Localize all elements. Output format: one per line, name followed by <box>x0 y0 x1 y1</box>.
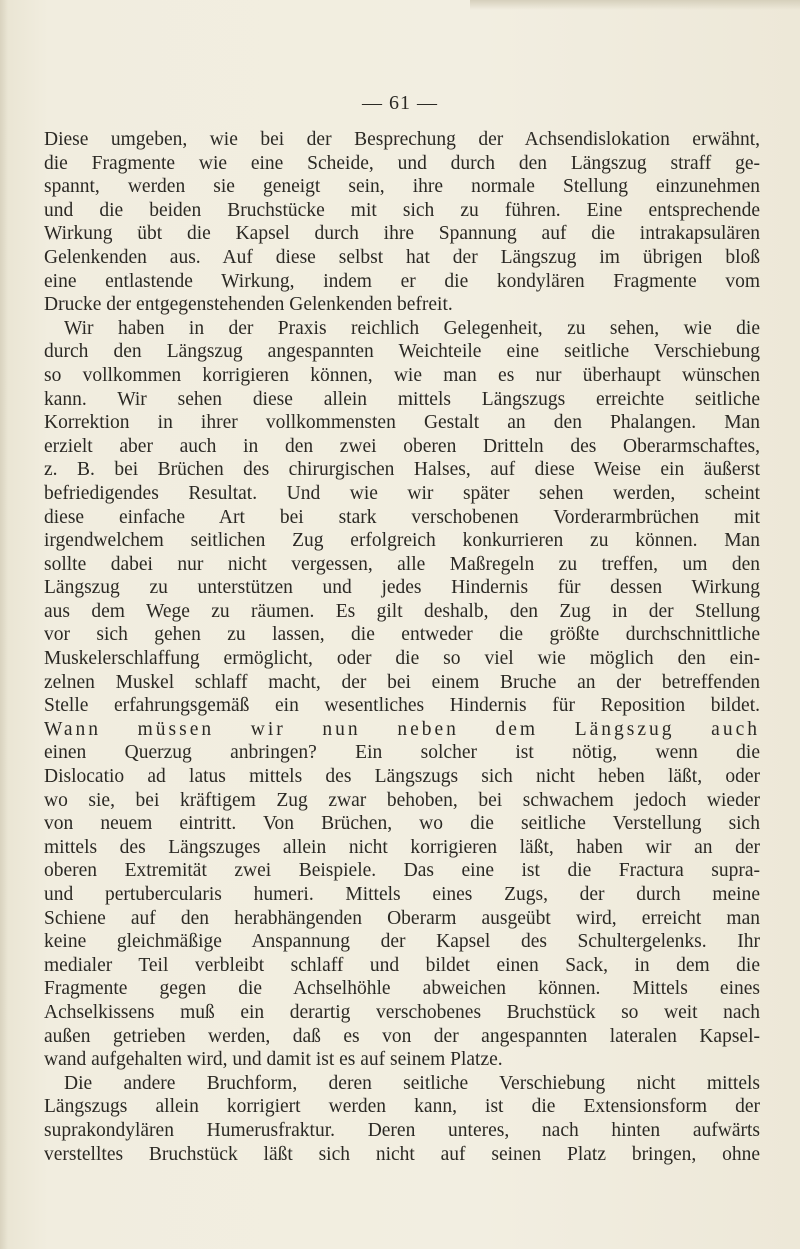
text-line: und pertubercularis humeri. Mittels eines Zugs, der durch meine <box>44 884 760 905</box>
text-line: Längszugs allein korrigiert werden kann, ist die Extensionsform der <box>44 1096 760 1118</box>
page-top-shadow <box>470 0 800 10</box>
text-line: Stelle erfahrungsgemäß ein wesentliches Hindernis für Reposition bildet. <box>44 695 760 717</box>
text-line: erzielt aber auch in den zwei oberen Dritteln des Oberarmschaftes, <box>44 435 760 457</box>
text-line: kann. Wir sehen diese allein mittels Längszugs erreichte seitliche <box>44 388 760 410</box>
text-line: Gelenkenden aus. Auf diese selbst hat der Längszug im übrigen bloß <box>44 246 760 268</box>
text-line: einen Querzug anbringen? Ein solcher ist nötig, wenn die <box>44 742 760 764</box>
text-line: Wir haben in der Praxis reichlich Gelegenheit, zu sehen, wie die <box>64 317 760 339</box>
page-edge-shadow <box>0 0 8 1249</box>
text-line: aus dem Wege zu räumen. Es gilt deshalb, den Zug in der Stellung <box>44 600 760 622</box>
text-line: Die andere Bruchform, deren seitliche Verschiebung nicht mittels <box>64 1072 760 1094</box>
text-line: Korrektion in ihrer vollkommensten Gestalt an den Phalangen. Man <box>44 412 760 434</box>
text-line: Achselkissens muß ein derartig verschobenes Bruchstück so weit nach <box>44 1001 760 1023</box>
text-line: wo sie, bei kräftigem Zug zwar behoben, bei schwachem jedoch wieder <box>44 789 760 811</box>
text-line: irgendwelchem seitlichen Zug erfolgreich konkurrieren zu können. Man <box>44 530 760 552</box>
text-line: Drucke der entgegenstehenden Gelenkenden befreit. <box>44 294 453 316</box>
text-line: Wann müssen wir nun neben dem Längszug auch <box>44 718 760 740</box>
text-line: mittels des Längszuges allein nicht korrigieren läßt, haben wir an der <box>44 836 760 858</box>
text-line: Muskelerschlaffung ermöglicht, oder die so viel wie möglich den ein- <box>44 648 760 670</box>
text-line: spannt, werden sie geneigt sein, ihre normale Stellung einzunehmen <box>44 176 760 198</box>
page-number: — 61 — <box>362 92 438 114</box>
text-line: diese einfache Art bei stark verschobenen Vorderarmbrüchen mit <box>44 506 760 528</box>
text-line: so vollkommen korrigieren können, wie man es nur überhaupt wünschen <box>44 364 760 386</box>
text-line: keine gleichmäßige Anspannung der Kapsel des Schultergelenks. Ihr <box>44 931 760 953</box>
text-line: Fragmente gegen die Achselhöhle abweichen können. Mittels eines <box>44 978 760 1000</box>
text-line: z. B. bei Brüchen des chirurgischen Halses, auf diese Weise ein äußerst <box>44 459 760 481</box>
text-line: zelnen Muskel schlaff macht, der bei einem Bruche an der betreffenden <box>44 671 760 693</box>
text-line: vor sich gehen zu lassen, die entweder die größte durchschnittliche <box>44 624 760 646</box>
text-line: verstelltes Bruchstück läßt sich nicht auf seinen Platz bringen, ohne <box>44 1143 760 1165</box>
text-line: suprakondylären Humerusfraktur. Deren unteres, nach hinten aufwärts <box>44 1119 760 1141</box>
text-line: medialer Teil verbleibt schlaff und bildet einen Sack, in dem die <box>44 954 760 976</box>
text-line: außen getrieben werden, daß es von der angespannten lateralen Kapsel- <box>44 1025 760 1047</box>
text-line: Schiene auf den herabhängenden Oberarm ausgeübt wird, erreicht man <box>44 907 760 929</box>
text-line: Dislocatio ad latus mittels des Längszugs sich nicht heben läßt, oder <box>44 766 760 788</box>
text-line: eine entlastende Wirkung, indem er die kondylären Fragmente vom <box>44 270 760 292</box>
text-line: sollte dabei nur nicht vergessen, alle Maßregeln zu treffen, um den <box>44 553 760 575</box>
body-text <box>44 128 760 1166</box>
text-line: Diese umgeben, wie bei der Besprechung der Achsendislokation erwähnt, <box>44 129 760 150</box>
text-line: oberen Extremität zwei Beispiele. Das eine ist die Fractura supra- <box>44 860 760 882</box>
text-line: wand aufgehalten wird, und damit ist es auf seinem Platze. <box>44 1049 503 1071</box>
text-line: die Fragmente wie eine Scheide, und durch den Längszug straff ge- <box>44 152 760 174</box>
text-line: befriedigendes Resultat. Und wie wir später sehen werden, scheint <box>44 482 760 504</box>
text-line: Längszug zu unterstützen und jedes Hindernis für dessen Wirkung <box>44 577 760 599</box>
text-line: durch den Längszug angespannten Weichteile eine seitliche Verschiebung <box>44 341 760 363</box>
text-line: Wirkung übt die Kapsel durch ihre Spannung auf die intrakapsulären <box>44 223 760 245</box>
text-line: von neuem eintritt. Von Brüchen, wo die seitliche Verstellung sich <box>44 813 760 835</box>
text-line: und die beiden Bruchstücke mit sich zu führen. Eine entsprechende <box>44 199 760 221</box>
